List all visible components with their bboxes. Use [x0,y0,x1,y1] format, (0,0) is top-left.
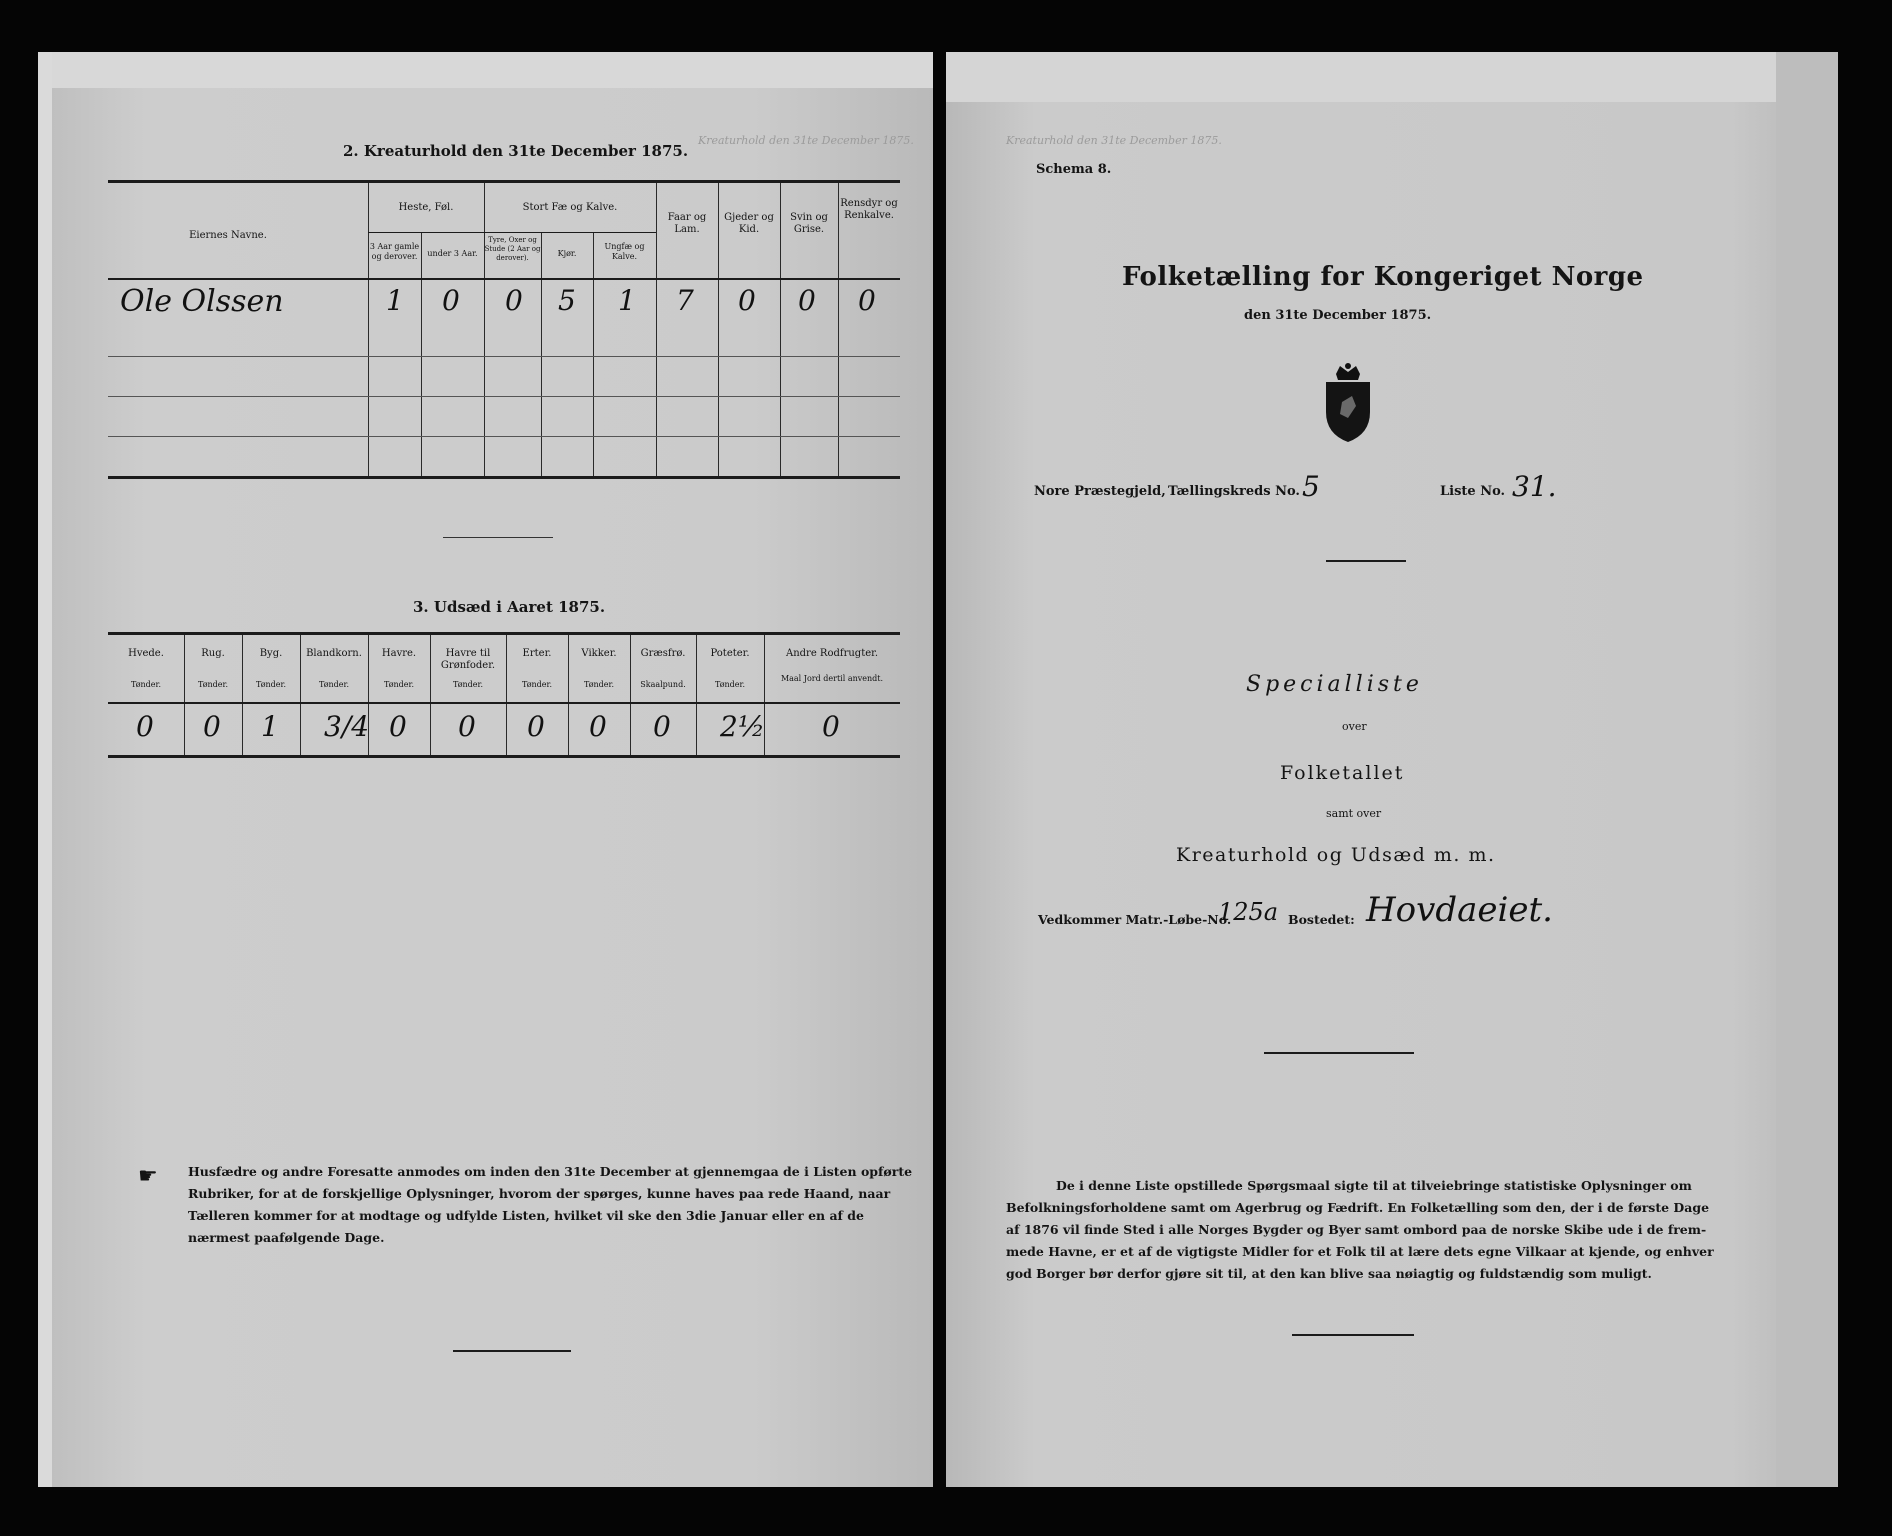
prestegjeld-label: Nore Præstegjeld, [1034,484,1166,499]
table3-top-rule [108,632,900,635]
page-top-edge [946,52,1838,102]
matr-label: Vedkommer Matr.-Løbe-No. [1038,912,1232,927]
t2-header-faar: Faar og Lam. [667,212,707,235]
t2-header-heste-sub2: under 3 Aar. [427,249,478,258]
coat-of-arms-icon [1318,362,1378,444]
t2-value-heste-3aar: 1 [386,284,404,317]
t2-row-rule [108,356,900,357]
liste-label: Liste No. [1440,484,1506,499]
notice-line-4: nærmest paafølgende Dage. [188,1230,385,1245]
t3-header-cell: Poteter. [710,648,750,659]
schema-label: Schema 8. [1036,162,1112,177]
pointing-hand-icon: ☛ [138,1164,158,1189]
folketallet-heading: Folketallet [1280,762,1405,784]
t2-value-heste-under3: 0 [442,284,460,317]
t2-value-kjor: 5 [558,284,576,317]
t3-header-cell: Havre til Grønfoder. [440,648,496,671]
kreaturhold-heading: Kreaturhold og Udsæd m. m. [1176,844,1496,866]
notice-line-3: Tælleren kommer for at modtage og udfylde Listen, hvilket vil ske den 3die Januar eller en af de [188,1208,864,1223]
paragraph-line-3: af 1876 vil finde Sted i alle Norges Bygder og Byer samt ombord paa de norske Skibe ude i de frem- [1006,1222,1707,1237]
t3-value-cell: 0 [822,710,840,743]
right-page [946,52,1838,1487]
t3-unit-cell: Skaalpund. [640,680,686,689]
t3-value-cell: 3/4 [324,710,370,743]
paragraph-line-1: De i denne Liste opstillede Spørgsmaal sigte til at tilveiebringe statistiske Oplysninger om [1056,1178,1692,1193]
t3-value-cell: 0 [389,710,407,743]
t2-header-svin: Svin og Grise. [790,212,828,235]
page-top-edge [38,52,933,88]
table2-top-rule [108,180,900,183]
t2-value-tyre: 0 [505,284,523,317]
footer-rule [1292,1334,1414,1336]
t3-header-cell: Byg. [259,648,283,659]
t3-unit-cell: Tønder. [583,680,615,689]
t3-value-cell: 0 [653,710,671,743]
kreds-number: 5 [1302,470,1320,503]
section3-title: 3. Udsæd i Aaret 1875. [413,598,606,616]
t2-value-faar: 7 [676,284,694,317]
t2-value-ungfae: 1 [618,284,636,317]
t2-row-rule [108,396,900,397]
t2-subheader-rule [368,232,656,233]
liste-number: 31. [1512,470,1557,503]
t3-header-cell: Rug. [201,648,225,659]
t2-header-storfae-sub2: Kjør. [557,249,577,258]
t3-value-cell: 0 [203,710,221,743]
t3-value-cell: 1 [261,710,279,743]
bosted-value: Hovdaeiet. [1366,890,1553,930]
census-title: Folketælling for Kongeriget Norge [1122,262,1644,292]
t2-value-svin: 0 [798,284,816,317]
t3-header-cell: Græsfrø. [640,648,686,659]
over-label-1: over [1342,720,1367,733]
t3-unit-cell: Tønder. [318,680,350,689]
t3-value-cell: 0 [527,710,545,743]
t3-header-cell: Hvede. [128,648,164,659]
t2-header-storfae-sub3: Ungfæ og Kalve. [604,242,645,261]
notice-line-1: Husfædre og andre Foresatte anmodes om inden den 31te December at gjennemgaa de i Listen opførte [188,1164,913,1179]
page-right-edge [1776,52,1838,1487]
separator-rule [1326,560,1406,562]
t2-header-gjeder: Gjeder og Kid. [724,212,774,235]
t2-row-rule [108,436,900,437]
t2-header-rule [108,278,900,280]
t3-value-cell: 0 [136,710,154,743]
footer-rule [453,1350,571,1352]
bleed-through-text: Kreaturhold den 31te December 1875. [1006,134,1222,147]
t3-value-cell: 2½ [720,710,765,743]
t3-unit-cell: Tønder. [255,680,287,689]
t2-col-line [541,232,542,477]
t2-header-heste-sub1: 3 Aar gamle og derover. [369,242,420,261]
paragraph-line-2: Befolkningsforholdene samt om Agerbrug og Fædrift. En Folketælling som den, der i de første Dage [1006,1200,1710,1215]
t3-header-cell: Vikker. [581,648,617,659]
paragraph-line-4: mede Havne, er et af de vigtigste Midler for et Folk til at lære dets egne Vilkaar at kjende, og enhver [1006,1244,1714,1259]
paragraph-line-5: god Borger bør derfor gjøre sit til, at den kan blive saa nøiagtig og fuldstændig som muligt. [1006,1266,1652,1281]
t3-unit-cell: Tønder. [130,680,162,689]
t3-header-rule [108,702,900,704]
bosted-label: Bostedet: [1288,912,1355,927]
t2-col-line [368,183,369,477]
kreds-label: Tællingskreds No. [1168,484,1300,499]
t2-header-name: Eiernes Navne. [189,230,267,241]
page-left-edge [38,52,52,1487]
separator-rule [443,537,553,538]
bleed-through-text: Kreaturhold den 31te December 1875. [698,134,914,147]
t3-header-cell: Blandkorn. [306,648,362,659]
t2-bottom-rule [108,476,900,479]
t2-col-line [838,183,839,477]
samt-over-label: samt over [1326,807,1382,820]
t3-unit-cell: Tønder. [521,680,553,689]
t3-unit-cell: Maal Jord dertil anvendt. [780,674,884,683]
t2-col-line [484,183,485,477]
t3-header-cell: Erter. [522,648,552,659]
t3-header-cell: Andre Rodfrugter. [785,648,878,659]
t3-value-cell: 0 [458,710,476,743]
left-page [38,52,933,1487]
t2-header-heste: Heste, Føl. [398,202,454,213]
t2-value-rensdyr: 0 [858,284,876,317]
t2-value-gjeder: 0 [738,284,756,317]
section2-title: 2. Kreaturhold den 31te December 1875. [343,142,689,160]
census-date: den 31te December 1875. [1244,308,1432,323]
t3-unit-cell: Tønder. [452,680,484,689]
t2-header-storfae: Stort Fæ og Kalve. [522,202,618,213]
t3-unit-cell: Tønder. [714,680,746,689]
matr-value: 125a [1218,898,1279,926]
t3-bottom-rule [108,755,900,758]
separator-rule [1264,1052,1414,1054]
t3-unit-cell: Tønder. [197,680,229,689]
t3-header-cell: Havre. [381,648,417,659]
t2-col-line [421,232,422,477]
specialliste-heading: Specialliste [1246,672,1423,697]
t2-header-rensdyr: Rensdyr og Renkalve. [840,198,898,221]
t3-value-cell: 0 [589,710,607,743]
notice-line-2: Rubriker, for at de forskjellige Oplysninger, hvorom der spørges, kunne haves paa rede Haand, naar [188,1186,891,1201]
t3-unit-cell: Tønder. [383,680,415,689]
t2-col-line [593,232,594,477]
t2-header-storfae-sub1: Tyre, Oxer og Stude (2 Aar og derover). [484,236,541,262]
t2-owner-name: Ole Olssen [120,284,284,319]
